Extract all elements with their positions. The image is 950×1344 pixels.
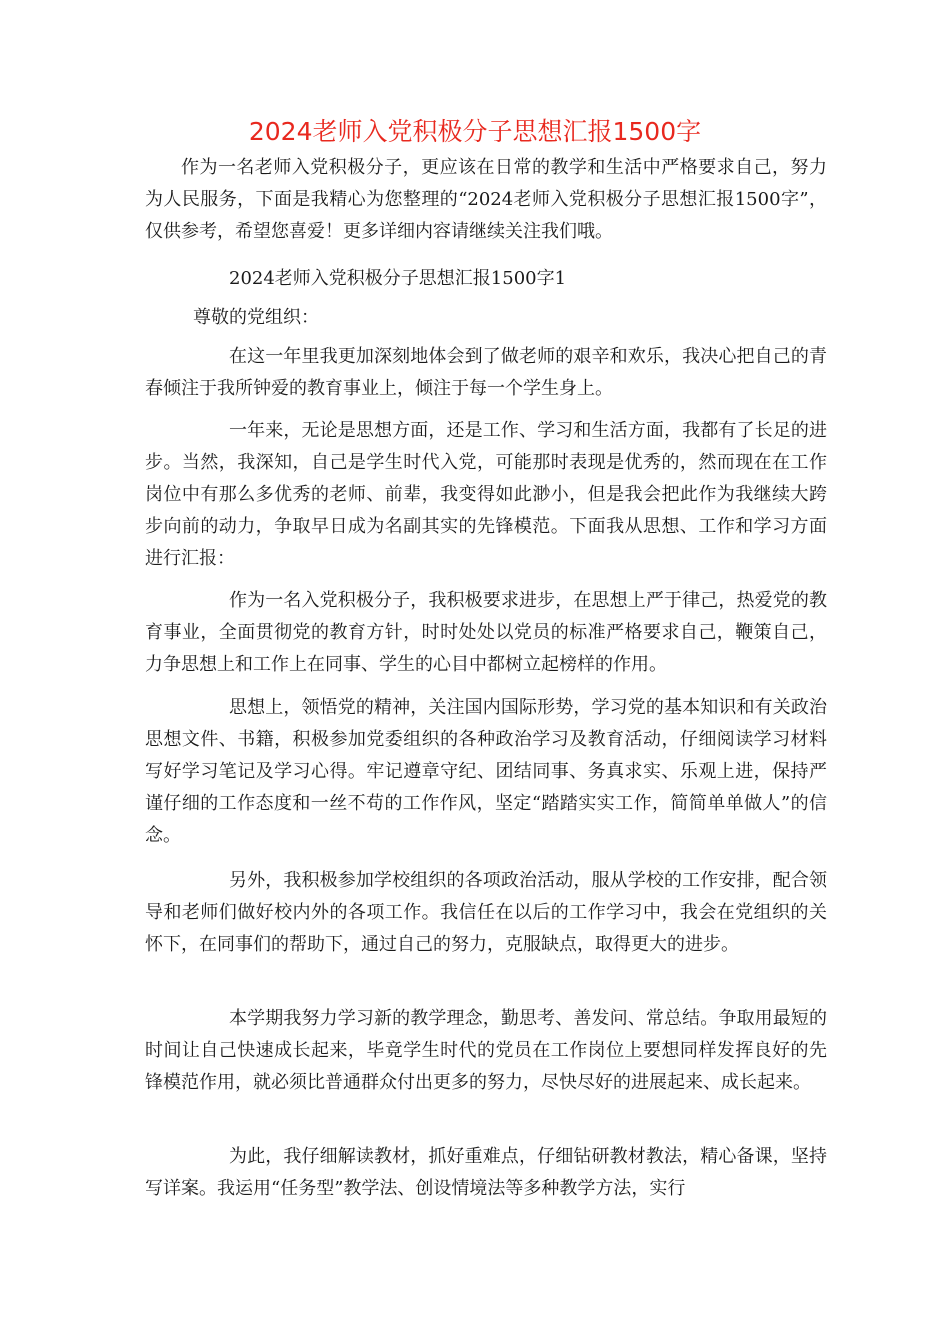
body-paragraph: 思想上，领悟党的精神，关注国内国际形势，学习党的基本知识和有关政治思想文件、书籍，积极参加党委组织的各种政治学习及教育活动，仔细阅读学习材料写好学习笔记及学习心得。牢记遵章守纪、团结同事、务真求实、乐观上进，保持严谨仔细的工作态度和一丝不苟的工作作风，坚定“踏踏实实工作，简简单单做人”的信念。 bbox=[145, 697, 827, 846]
salutation: 尊敬的党组织： bbox=[193, 307, 319, 328]
body-paragraph: 一年来，无论是思想方面，还是工作、学习和生活方面，我都有了长足的进步。当然，我深知，自己是学生时代入党，可能那时表现是优秀的，然而现在在工作岗位中有那么多优秀的老师、前辈，我变得如此渺小，但是我会把此作为我继续大跨步向前的动力，争取早日成为名副其实的先锋模范。下面我从思想、工作和学习方面进行汇报： bbox=[145, 420, 827, 569]
body-paragraph: 为此，我仔细解读教材，抓好重难点，仔细钻研教材教法，精心备课，坚持写详案。我运用“任务型”教学法、创设情境法等多种教学方法，实行 bbox=[145, 1146, 827, 1199]
section-subtitle: 2024老师入党积极分子思想汇报1500字1 bbox=[229, 268, 567, 289]
body-paragraph: 本学期我努力学习新的教学理念，勤思考、善发问、常总结。争取用最短的时间让自己快速成长起来，毕竟学生时代的党员在工作岗位上要想同样发挥良好的先锋模范作用，就必须比普通群众付出更多的努力，尽快尽好的进展起来、成长起来。 bbox=[145, 1008, 827, 1093]
body-paragraph: 在这一年里我更加深刻地体会到了做老师的艰辛和欢乐，我决心把自己的青春倾注于我所钟爱的教育事业上，倾注于每一个学生身上。 bbox=[145, 346, 827, 399]
body-paragraph: 作为一名入党积极分子，我积极要求进步，在思想上严于律己，热爱党的教育事业，全面贯彻党的教育方针，时时处处以党员的标准严格要求自己，鞭策自己，力争思想上和工作上在同事、学生的心目中都树立起榜样的作用。 bbox=[145, 590, 827, 675]
intro-paragraph: 作为一名老师入党积极分子，更应该在日常的教学和生活中严格要求自己，努力为人民服务，下面是我精心为您整理的“2024老师入党积极分子思想汇报1500字”，仅供参考，希望您喜爱！更多详细内容请继续关注我们哦。 bbox=[145, 157, 827, 242]
body-paragraph: 另外，我积极参加学校组织的各项政治活动，服从学校的工作安排，配合领导和老师们做好校内外的各项工作。我信任在以后的工作学习中，我会在党组织的关怀下，在同事们的帮助下，通过自己的努力，克服缺点，取得更大的进步。 bbox=[145, 870, 827, 955]
document-title: 2024老师入党积极分子思想汇报1500字 bbox=[248, 117, 702, 146]
